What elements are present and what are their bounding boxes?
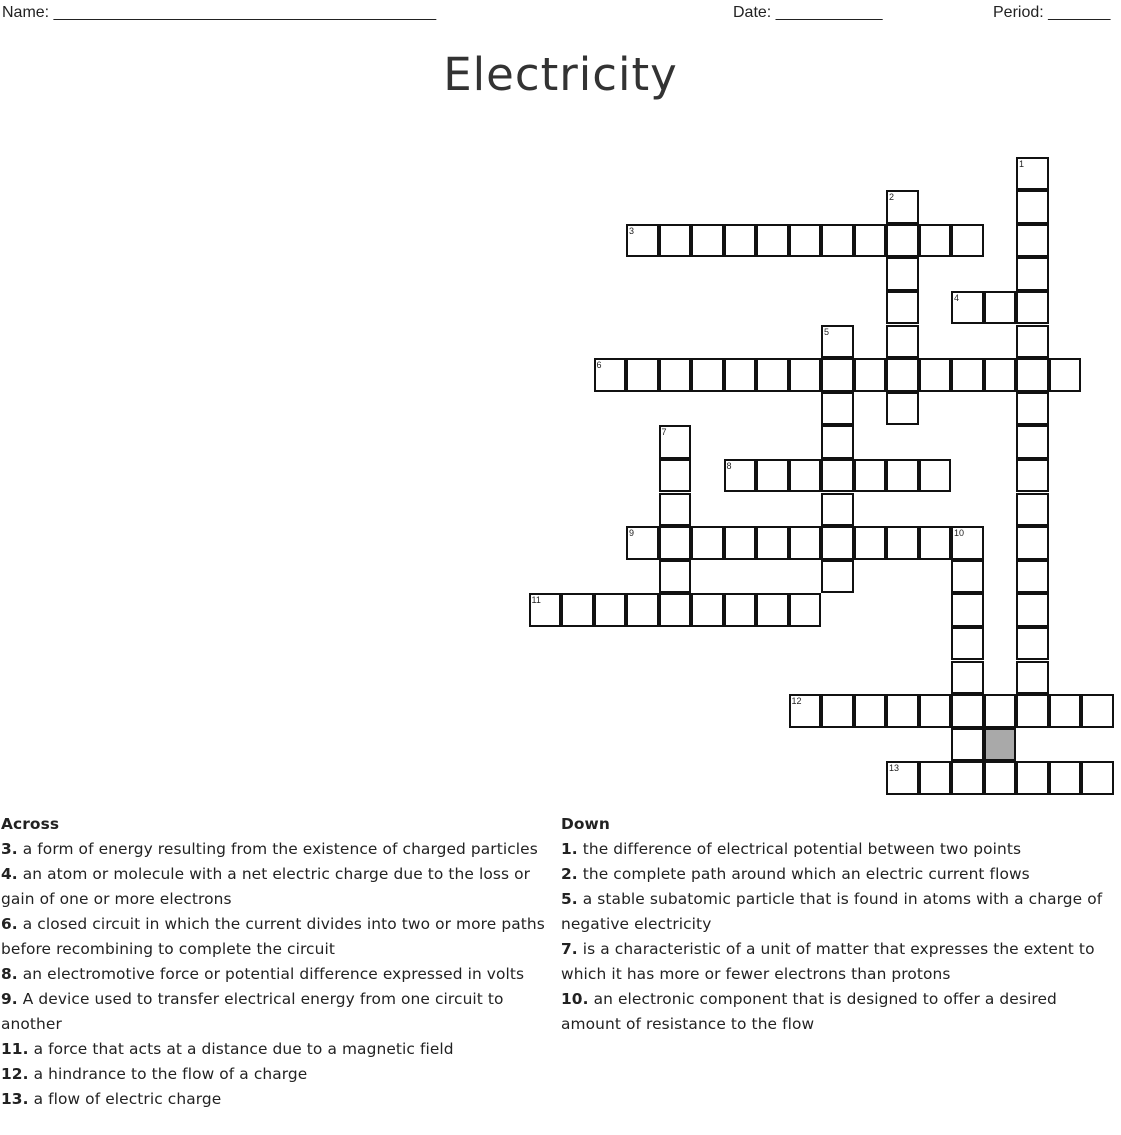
grid-cell[interactable] [951, 224, 984, 258]
grid-cell[interactable] [919, 224, 952, 258]
clue-number: 6. [1, 915, 18, 933]
grid-cell[interactable] [854, 694, 887, 728]
clue-number: 13. [1, 1090, 29, 1108]
clue-number: 4. [1, 865, 18, 883]
across-clue [1, 987, 559, 1037]
grid-cell[interactable] [626, 358, 659, 392]
grid-cell[interactable] [1016, 526, 1049, 560]
clue-number: 11. [1, 1040, 29, 1058]
grid-cell[interactable] [1016, 358, 1049, 392]
grid-cell[interactable] [659, 560, 692, 594]
across-clue [1, 1087, 559, 1112]
grid-cell[interactable] [821, 392, 854, 426]
grid-cell[interactable] [1016, 425, 1049, 459]
grid-cell[interactable] [691, 224, 724, 258]
grid-cell[interactable] [951, 694, 984, 728]
grid-cell[interactable] [886, 459, 919, 493]
grid-cell[interactable] [1016, 661, 1049, 695]
down-clue [561, 937, 1121, 987]
grid-cell[interactable] [1016, 560, 1049, 594]
clue-number: 1. [561, 840, 578, 858]
clue-text: a force that acts at a distance due to a magnetic field [28, 1040, 454, 1058]
grid-cell[interactable] [561, 593, 594, 627]
grid-cell[interactable] [1016, 291, 1049, 325]
grid-cell[interactable] [756, 526, 789, 560]
grid-cell[interactable] [1081, 694, 1114, 728]
clue-number-8: 8 [726, 460, 732, 471]
name-field-label: Name: ___________________________________________ [2, 4, 437, 21]
across-heading: Across [1, 815, 60, 833]
grid-cell[interactable] [789, 459, 822, 493]
clue-number-12: 12 [791, 696, 802, 707]
grid-cell[interactable] [821, 459, 854, 493]
clue-number-10: 10 [954, 528, 965, 539]
grid-cell[interactable] [919, 459, 952, 493]
clue-text: a closed circuit in which the current divides into two or more paths before recombining to complete the circuit [1, 915, 545, 958]
grid-cell[interactable] [886, 526, 919, 560]
grid-cell[interactable] [951, 761, 984, 795]
clue-text: an electronic component that is designed to offer a desired amount of resistance to the flow [561, 990, 1057, 1033]
grid-cell[interactable] [886, 694, 919, 728]
grid-cell[interactable] [854, 358, 887, 392]
grid-cell[interactable] [724, 224, 757, 258]
grid-cell[interactable] [984, 291, 1017, 325]
grid-cell[interactable] [984, 694, 1017, 728]
clue-text: an electromotive force or potential difference expressed in volts [17, 965, 525, 983]
down-heading: Down [561, 815, 610, 833]
clue-number-9: 9 [629, 528, 635, 539]
grid-cell[interactable] [919, 526, 952, 560]
grid-cell[interactable] [886, 392, 919, 426]
grid-cell[interactable] [919, 694, 952, 728]
across-clue [1, 912, 559, 962]
grid-cell[interactable] [1016, 190, 1049, 224]
clue-number-7: 7 [661, 427, 667, 438]
grid-cell[interactable] [756, 593, 789, 627]
page-title: Electricity [443, 48, 678, 101]
clue-number-2: 2 [889, 192, 895, 203]
grid-cell[interactable] [756, 358, 789, 392]
grid-cell[interactable] [886, 257, 919, 291]
grid-cell[interactable] [1049, 761, 1082, 795]
across-clue [1, 1037, 559, 1062]
grid-cell[interactable] [659, 459, 692, 493]
grid-cell[interactable] [789, 224, 822, 258]
grid-cell[interactable] [1049, 358, 1082, 392]
clue-number-13: 13 [889, 763, 900, 774]
grid-cell[interactable] [821, 694, 854, 728]
clue-text: a form of energy resulting from the existence of charged particles [17, 840, 538, 858]
grid-cell[interactable] [756, 459, 789, 493]
grid-cell[interactable] [1016, 257, 1049, 291]
clue-number-1: 1 [1019, 158, 1025, 169]
grid-cell[interactable] [919, 761, 952, 795]
grid-cell[interactable] [821, 526, 854, 560]
clue-number: 2. [561, 865, 578, 883]
grid-cell[interactable] [724, 593, 757, 627]
grid-cell[interactable] [951, 358, 984, 392]
grid-cell[interactable] [659, 224, 692, 258]
across-clue [1, 1062, 559, 1087]
grid-cell[interactable] [659, 593, 692, 627]
grid-cell[interactable] [691, 593, 724, 627]
down-clue [561, 862, 1121, 887]
clue-text: a flow of electric charge [28, 1090, 222, 1108]
grid-cell[interactable] [789, 526, 822, 560]
clue-text: an atom or molecule with a net electric charge due to the loss or gain of one or more electrons [1, 865, 531, 908]
grid-cell[interactable] [1049, 694, 1082, 728]
grid-cell[interactable] [886, 325, 919, 359]
clue-text: a hindrance to the flow of a charge [28, 1065, 308, 1083]
grid-cell[interactable] [1016, 459, 1049, 493]
grid-cell[interactable] [659, 526, 692, 560]
grid-cell[interactable] [919, 358, 952, 392]
clue-text: a stable subatomic particle that is found in atoms with a charge of negative electricity [561, 890, 1103, 933]
grid-cell[interactable] [594, 593, 627, 627]
date-field-label: Date: ____________ [733, 4, 883, 21]
grid-cell[interactable] [854, 224, 887, 258]
grid-cell[interactable] [1016, 761, 1049, 795]
down-clues [561, 812, 1121, 1037]
down-clue [561, 987, 1121, 1037]
grid-cell[interactable] [821, 224, 854, 258]
grid-cell[interactable] [821, 425, 854, 459]
grid-cell[interactable] [691, 358, 724, 392]
grid-cell[interactable] [1016, 627, 1049, 661]
grid-cell[interactable] [886, 358, 919, 392]
clue-text: the complete path around which an electric current flows [577, 865, 1030, 883]
shaded-cell [984, 728, 1017, 762]
grid-cell[interactable] [1016, 493, 1049, 527]
grid-cell[interactable] [724, 358, 757, 392]
grid-cell[interactable] [1081, 761, 1114, 795]
grid-cell[interactable] [821, 560, 854, 594]
clue-number-3: 3 [629, 225, 635, 236]
grid-cell[interactable] [626, 593, 659, 627]
grid-cell[interactable] [789, 593, 822, 627]
grid-cell[interactable] [659, 358, 692, 392]
grid-cell[interactable] [951, 560, 984, 594]
grid-cell[interactable] [984, 761, 1017, 795]
grid-cell[interactable] [951, 728, 984, 762]
across-clue [1, 962, 559, 987]
clue-number: 8. [1, 965, 18, 983]
clue-number-6: 6 [596, 360, 602, 371]
grid-cell[interactable] [1016, 325, 1049, 359]
grid-cell[interactable] [756, 224, 789, 258]
grid-cell[interactable] [789, 358, 822, 392]
grid-cell[interactable] [1016, 224, 1049, 258]
grid-cell[interactable] [854, 459, 887, 493]
clue-number: 10. [561, 990, 589, 1008]
clue-number-11: 11 [531, 595, 541, 606]
grid-cell[interactable] [951, 593, 984, 627]
down-clue [561, 887, 1121, 937]
clue-number: 7. [561, 940, 578, 958]
clue-text: the difference of electrical potential between two points [577, 840, 1022, 858]
clue-number-5: 5 [824, 326, 830, 337]
grid-cell[interactable] [984, 358, 1017, 392]
down-clue [561, 837, 1121, 862]
grid-cell[interactable] [821, 493, 854, 527]
clue-number: 9. [1, 990, 18, 1008]
clue-number: 3. [1, 840, 18, 858]
grid-cell[interactable] [886, 224, 919, 258]
grid-cell[interactable] [1016, 392, 1049, 426]
clue-number: 12. [1, 1065, 29, 1083]
across-clues [1, 812, 559, 1112]
grid-cell[interactable] [951, 627, 984, 661]
grid-cell[interactable] [821, 358, 854, 392]
across-clue [1, 862, 559, 912]
grid-cell[interactable] [691, 526, 724, 560]
grid-cell[interactable] [1016, 593, 1049, 627]
period-field-label: Period: _______ [993, 4, 1111, 21]
grid-cell[interactable] [886, 291, 919, 325]
grid-cell[interactable] [724, 526, 757, 560]
clue-text: A device used to transfer electrical energy from one circuit to another [1, 990, 504, 1033]
across-clue [1, 837, 559, 862]
grid-cell[interactable] [659, 493, 692, 527]
clue-number: 5. [561, 890, 578, 908]
grid-cell[interactable] [951, 661, 984, 695]
grid-cell[interactable] [854, 526, 887, 560]
clue-number-4: 4 [954, 292, 960, 303]
clue-text: is a characteristic of a unit of matter that expresses the extent to which it has more or fewer electrons than protons [561, 940, 1095, 983]
grid-cell[interactable] [1016, 694, 1049, 728]
